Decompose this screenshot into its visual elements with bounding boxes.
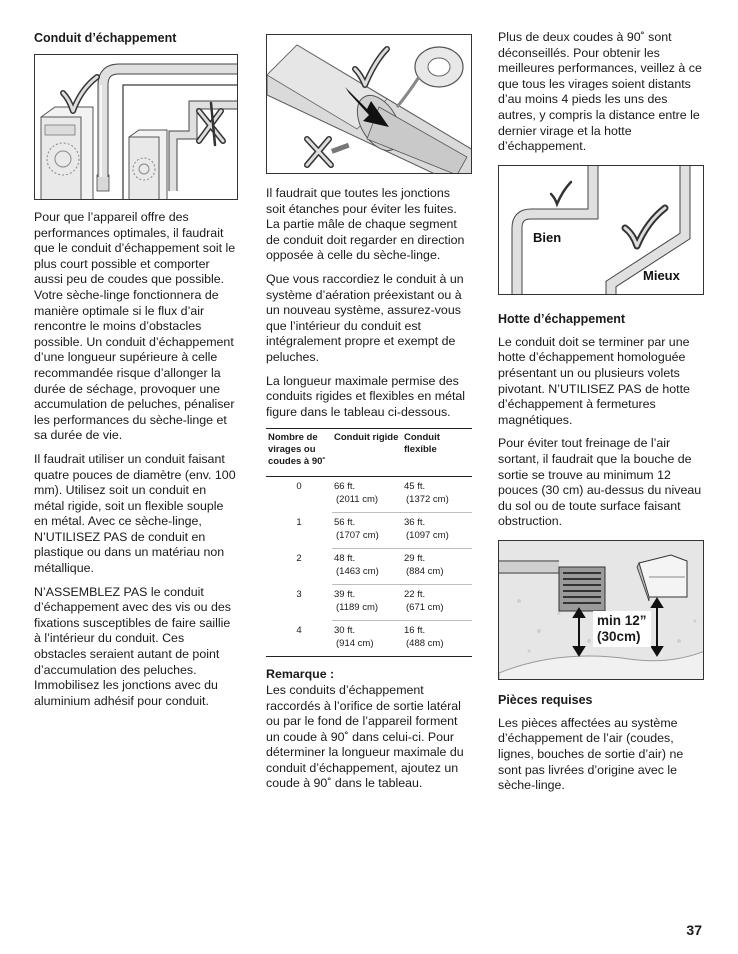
flex-ft: 36 ft. (404, 517, 426, 529)
checkmark-small-icon (551, 182, 571, 204)
rigid-cm: (914 cm) (336, 637, 374, 649)
rigid-ft: 66 ft. (334, 481, 356, 493)
column-middle (266, 30, 472, 800)
flex-cm: (671 cm) (406, 601, 444, 613)
page-number: 37 (686, 922, 702, 938)
dryer-duct-illustration (35, 55, 238, 200)
paragraph-performance: Pour que l’appareil offre des performances optimales, il faudrait que le conduit d’échappement soit le plus court possible et comporter aussi peu de coudes que possible. Votre sèche-linge fonctionnera de manière optimale si le flux d’air rencontre le moins d’obstacles possible. Un conduit d’échappement d’une longueur supérieure à celle recommandée risque d’allonger la durée de séchage, provoquer une accumulation de peluches, pénaliser les performances du sèche-linge et sa durée de vie. (34, 210, 236, 443)
cell-bends: 2 (296, 552, 302, 564)
rigid-cm: (1463 cm) (336, 565, 379, 577)
cell-rigid (332, 513, 402, 549)
cell-rigid (332, 585, 402, 621)
cell-bends: 0 (296, 481, 302, 493)
column-left (34, 30, 238, 717)
cell-flexible (402, 513, 472, 549)
paragraph-duct-diameter: Il faudrait utiliser un conduit faisant quatre pouces de diamètre (env. 100 mm). Utilisez soit un conduit en métal rigide, soit un flexible souple en métal. Avec ce sèche-linge, N’UTILISEZ PAS de conduit en plastique ou dans un matériau non métallique. (34, 451, 236, 576)
rigid-cm: (2011 cm) (336, 493, 379, 505)
cell-rigid (332, 549, 402, 585)
section-title-exhaust-duct: Conduit d’échappement (34, 31, 177, 45)
column-right (498, 30, 704, 802)
table-row (266, 549, 472, 585)
paragraph-hood-height: Pour éviter tout freinage de l’air sortant, il faudrait que la bouche de sortie se trouve au minimum 12 pouces (30 cm) au-dessus du niveau du sol ou de toute surface faisant obstruction. (498, 436, 702, 529)
cell-flexible (402, 477, 472, 513)
flex-ft: 29 ft. (404, 553, 426, 565)
clearance-label (593, 611, 651, 647)
table-row (266, 513, 472, 549)
flex-cm: (1097 cm) (406, 529, 449, 541)
header-bends: Nombre de virages ou coudes à 90˚ (266, 429, 332, 477)
table-row (266, 585, 472, 621)
foil-tape-icon (397, 47, 463, 107)
cell-rigid (332, 477, 402, 513)
cell-rigid (332, 621, 402, 657)
table-row (266, 621, 472, 657)
rigid-ft: 48 ft. (334, 553, 356, 565)
figure-duct-joint (266, 34, 472, 174)
paragraph-no-screws: N’ASSEMBLEZ PAS le conduit d’échappement avec des vis ou des fixations susceptibles de faire saillie à l’intérieur du conduit. Ces obstacles seraient autant de point d’accumulation des peluches. Immobilisez les jonctions avec du aluminium adhésif pour conduit. (34, 584, 231, 708)
table-header-row (266, 429, 472, 477)
cell-bends: 3 (296, 588, 302, 600)
header-rigid: Conduit rigide (332, 429, 402, 477)
section-title-exhaust-hood: Hotte d’échappement (498, 311, 626, 326)
flex-cm: (1372 cm) (406, 493, 449, 505)
label-better: Mieux (643, 267, 680, 283)
cell-bends: 1 (296, 516, 302, 528)
paragraph-hood-dampers: Le conduit doit se terminer par une hotte d’échappement homologuée présentant un ou plusieurs volets pivotant. N’UTILISEZ PAS de hotte d’échappement à fermetures magnétiques. (498, 334, 690, 427)
figure-dryer-duct-routing (34, 54, 238, 200)
rigid-cm: (1707 cm) (336, 529, 379, 541)
figure-bend-comparison (498, 165, 704, 295)
cell-flexible (402, 621, 472, 657)
dryer-large-icon (41, 107, 93, 200)
max-duct-length-table (266, 428, 472, 657)
table-row (266, 477, 472, 513)
section-title-required-parts: Pièces requises (498, 692, 593, 707)
flex-ft: 45 ft. (404, 481, 426, 493)
header-flexible: Conduit flexible (402, 429, 472, 477)
clearance-cm: (30cm) (597, 628, 641, 644)
flex-cm: (488 cm) (406, 637, 444, 649)
rigid-ft: 30 ft. (334, 625, 356, 637)
remark-title: Remarque : (266, 667, 335, 682)
duct-joint-illustration (267, 35, 472, 174)
paragraph-joints-sealed: Il faudrait que toutes les jonctions soit étanches pour éviter les fuites. La partie mâle de chaque segment de conduit doit regarder en direction opposée à celle du sèche-linge. (266, 186, 465, 263)
flex-cm: (884 cm) (406, 565, 444, 577)
dryer-small-icon (129, 130, 167, 200)
cell-flexible (402, 585, 472, 621)
paragraph-max-length: La longueur maximale permise des conduits rigides et flexibles en métal figure dans le tableau ci-dessous. (266, 373, 466, 419)
paragraph-bend-limit: Plus de deux coudes à 90˚ sont déconseillés. Pour obtenir les meilleures performances, veillez à ce que tous les virages soient distants d’au moins 4 pieds les uns des autres, y compris la distance entre le dernier virage et la hotte d’échappement. (498, 30, 702, 154)
paragraph-existing-system: Que vous raccordiez le conduit à un système d’aération préexistant ou à un nouveau système, assurez-vous que l’intérieur du conduit est intégralement propre et exempt de peluches. (266, 271, 464, 364)
remark-text: Les conduits d’échappement raccordés à l’orifice de sortie latéral ou par le fond de l’appareil forment un coude à 90˚ dans celui-ci. Pour déterminer la longueur maximale du conduit d’échappement, ajoutez un coude à 90˚ dans le tableau. (266, 682, 464, 791)
rigid-ft: 56 ft. (334, 517, 356, 529)
figure-hood-clearance (498, 540, 704, 680)
clearance-inches: min 12” (597, 612, 647, 628)
rigid-ft: 39 ft. (334, 589, 356, 601)
label-good: Bien (533, 229, 562, 245)
flex-ft: 16 ft. (404, 625, 426, 637)
cross-mark-icon (307, 139, 350, 165)
flex-ft: 22 ft. (404, 589, 426, 601)
cell-flexible (402, 549, 472, 585)
cell-bends: 4 (266, 621, 332, 657)
rigid-cm: (1189 cm) (336, 601, 379, 613)
paragraph-required-parts: Les pièces affectées au système d’échappement de l’air (coudes, lignes, bouches de sortie d’air) ne sont pas livrées d’origine avec le sèche-linge. (498, 715, 684, 793)
louvered-vent-icon (559, 567, 605, 611)
